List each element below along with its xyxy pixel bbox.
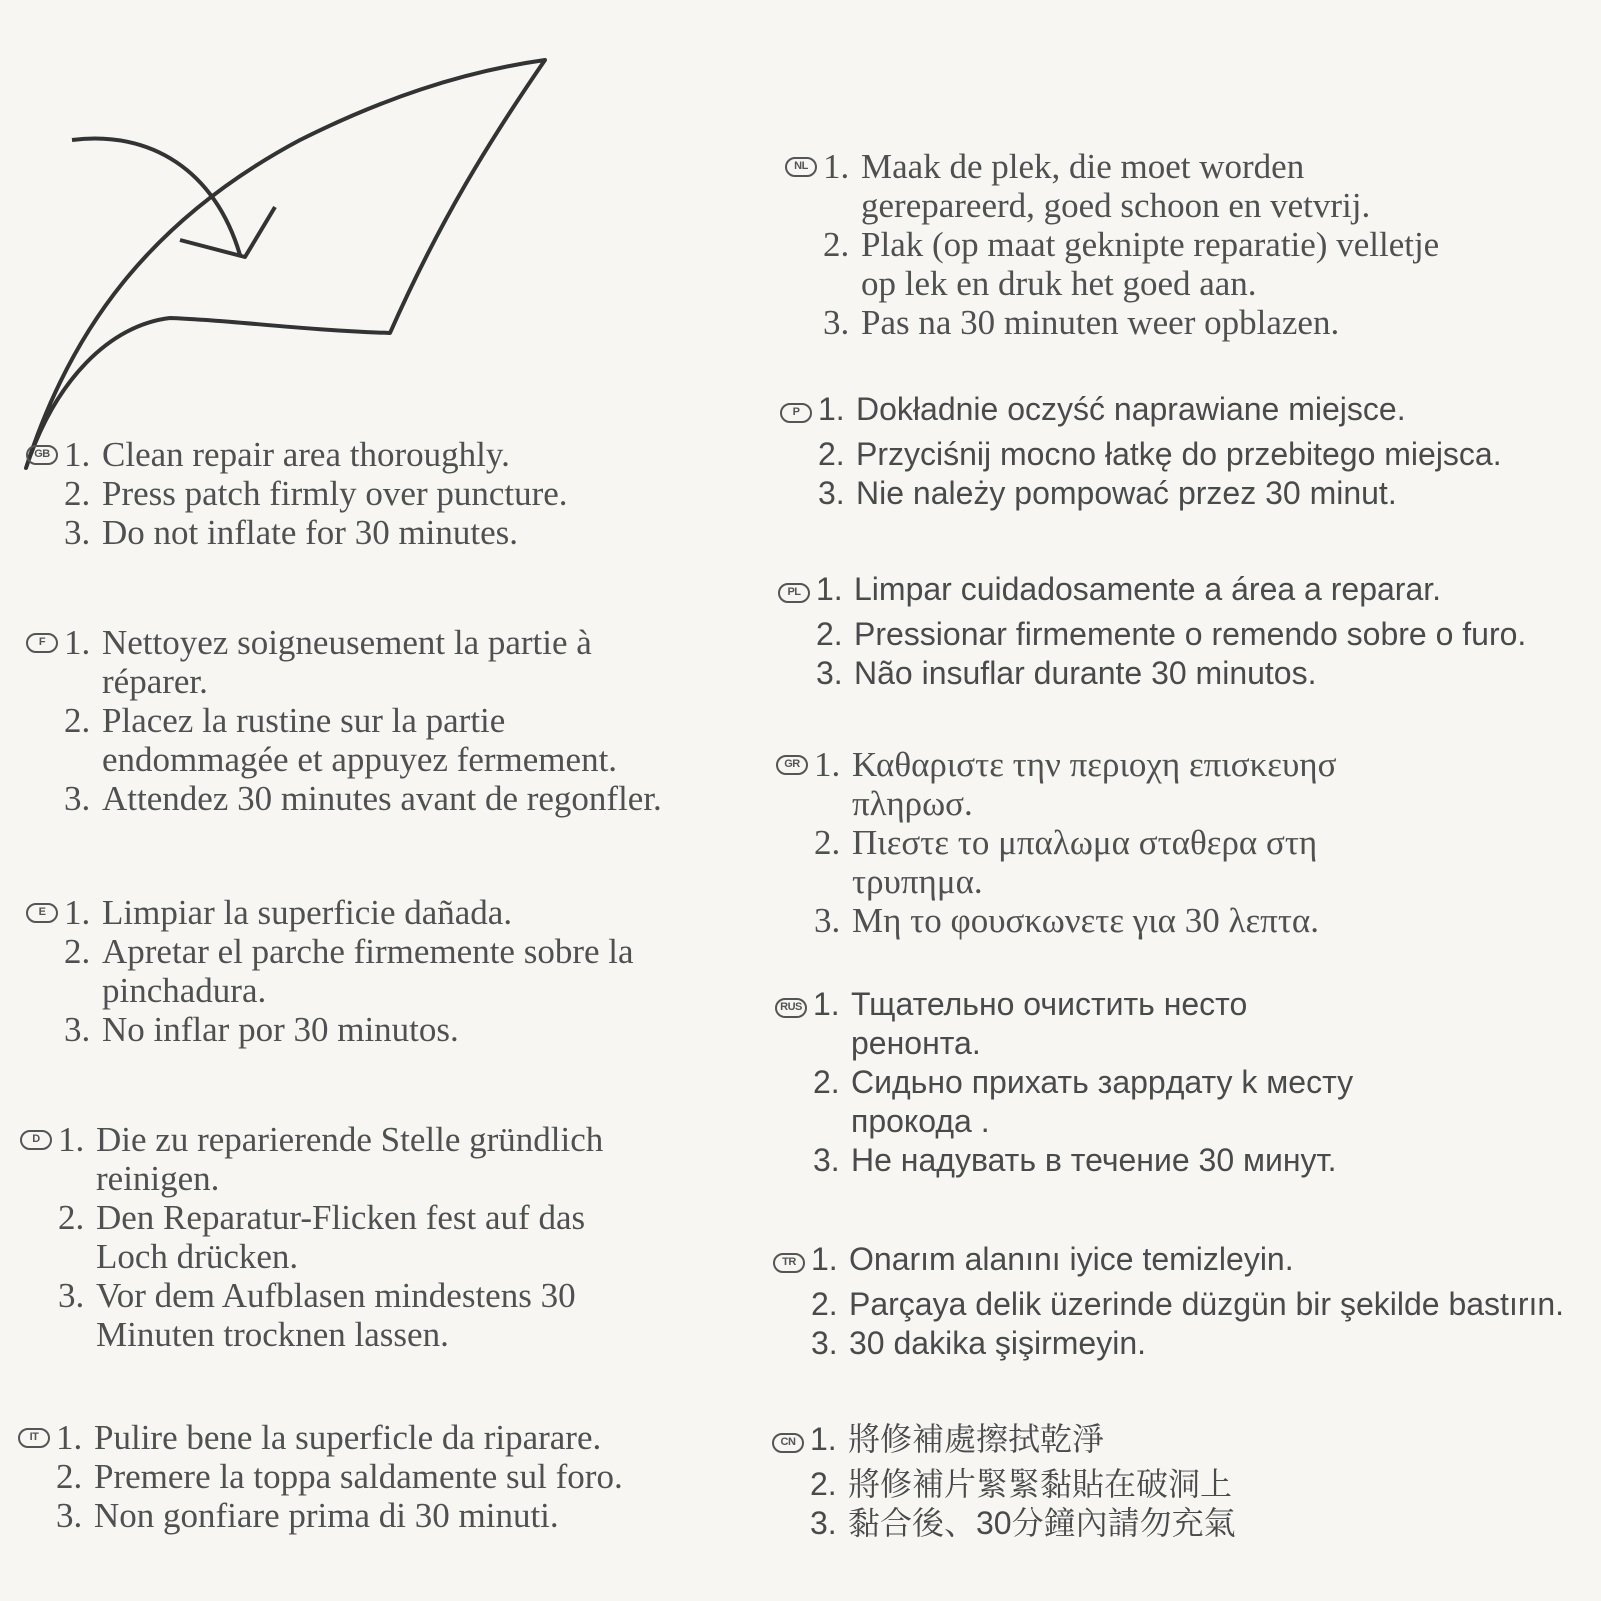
step-3: 3. Nie należy pompować przez 30 minut. [818, 475, 1397, 511]
instructions-it [18, 1418, 623, 1535]
step-2: 2. Przyciśnij mocno łatkę do przebitego miejsca. [818, 436, 1502, 472]
step-1: RUS 1. Тщательно очистить несто ренонта. [775, 985, 1353, 1063]
step-2: 2. Πιεστε το μπαλωμα σταθερα στη τρυπημα. [814, 823, 1318, 901]
step-3: 3. No inflar por 30 minutos. [64, 1010, 459, 1049]
instructions-cn [772, 1420, 1236, 1543]
step-1: CN 1. 將修補處擦拭乾淨 [772, 1420, 1236, 1465]
step-2: 2. Premere la toppa saldamente sul foro. [56, 1457, 623, 1496]
step-3: 3. Do not inflate for 30 minutes. [64, 513, 519, 552]
country-badge-gr: GR [776, 755, 808, 775]
step-2: 2. Plak (op maat geknipte reparatie) velletje op lek en druk het goed aan. [823, 225, 1440, 303]
patch-arrow-illustration [0, 0, 560, 480]
country-badge-p: P [780, 403, 812, 423]
step-3: 3. 30 dakika şişirmeyin. [811, 1325, 1146, 1361]
step-1: F 1. Nettoyez soigneusement la partie à réparer. [26, 623, 662, 701]
step-text: Clean repair area thoroughly. [102, 435, 510, 474]
step-text: Do not inflate for 30 minutes. [102, 513, 519, 552]
instructions-nl [785, 147, 1439, 342]
arrow-head-icon [180, 207, 275, 257]
instructions-d [20, 1120, 603, 1354]
country-badge-gb: GB [26, 445, 58, 465]
step-1: IT 1. Pulire bene la superficle da riparare. [18, 1418, 623, 1457]
step-2: 2. Parçaya delik üzerinde düzgün bir şekilde bastırın. [811, 1286, 1565, 1322]
instructions-gb [26, 435, 568, 552]
step-2: 2. Apretar el parche firmemente sobre la pinchadura. [64, 932, 634, 1010]
instructions-pl [778, 570, 1526, 693]
country-badge-tr: TR [773, 1253, 805, 1273]
step-1: D 1. Die zu reparierende Stelle gründlich reinigen. [20, 1120, 603, 1198]
step-2: 2. Press patch firmly over puncture. [64, 474, 568, 513]
step-2: 2. Den Reparatur-Flicken fest auf das Loch drücken. [58, 1198, 586, 1276]
step-text: Press patch firmly over puncture. [102, 474, 568, 513]
country-badge-f: F [26, 633, 58, 653]
country-badge-d: D [20, 1130, 52, 1150]
step-3: 3. Не надувать в течение 30 минут. [813, 1142, 1337, 1178]
instructions-gr [776, 745, 1336, 940]
curved-arrow-icon [72, 138, 240, 255]
step-1: P 1. Dokładnie oczyść naprawiane miejsce. [780, 390, 1502, 435]
step-2: 2. Placez la rustine sur la partie endommagée et appuyez fermement. [64, 701, 618, 779]
step-3: 3. Μη το φουσκωνετε για 30 λεπτα. [814, 901, 1319, 940]
step-2: 2. Pressionar firmemente o remendo sobre o furo. [816, 616, 1527, 652]
country-badge-nl: NL [785, 157, 817, 177]
patch-outline [26, 60, 545, 468]
step-1: GB 1. Clean repair area thoroughly. [26, 435, 568, 474]
country-badge-cn: CN [772, 1433, 804, 1453]
step-2: 2. Сидьно прихать зappдату k месту прокода . [813, 1064, 1354, 1139]
step-1: GR 1. Καθαριστε την περιοχη επισκευησ πληρωσ. [776, 745, 1336, 823]
step-3: 3. Pas na 30 minuten weer opblazen. [823, 303, 1340, 342]
step-2: 2. 將修補片緊緊黏貼在破洞上 [810, 1466, 1233, 1502]
country-badge-it: IT [18, 1428, 50, 1448]
step-1: PL 1. Limpar cuidadosamente a área a reparar. [778, 570, 1526, 615]
instructions-e [26, 893, 634, 1049]
instructions-f [26, 623, 662, 818]
step-1: E 1. Limpiar la superficie dañada. [26, 893, 634, 932]
country-badge-pl: PL [778, 583, 810, 603]
step-3: 3. Attendez 30 minutes avant de regonfler. [64, 779, 662, 818]
step-3: 3. Não insuflar durante 30 minutos. [816, 655, 1317, 691]
step-1: NL 1. Maak de plek, die moet worden gerepareerd, goed schoon en vetvrij. [785, 147, 1439, 225]
instructions-p [780, 390, 1502, 513]
step-3: 3. Vor dem Aufblasen mindestens 30 Minuten trocknen lassen. [58, 1276, 576, 1354]
instructions-rus [775, 985, 1353, 1180]
country-badge-e: E [26, 903, 58, 923]
step-1: TR 1. Onarım alanını iyice temizleyin. [773, 1240, 1564, 1285]
step-3: 3. 黏合後、30分鐘內請勿充氣 [810, 1505, 1236, 1541]
instructions-tr [773, 1240, 1564, 1363]
country-badge-rus: RUS [775, 998, 807, 1018]
step-3: 3. Non gonfiare prima di 30 minuti. [56, 1496, 559, 1535]
